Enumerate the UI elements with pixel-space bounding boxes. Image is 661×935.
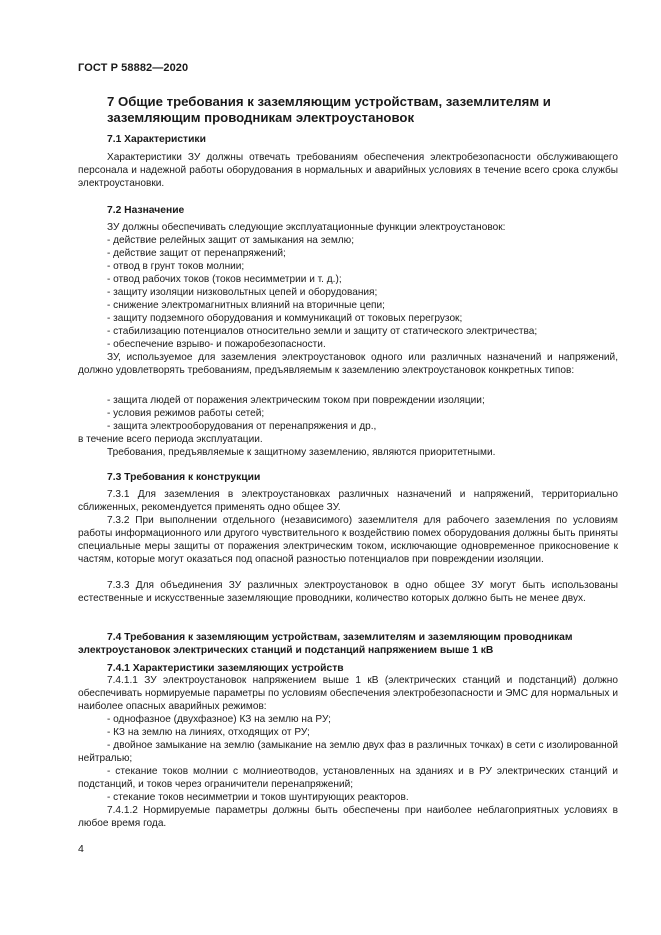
list-item: - снижение электромагнитных влияний на вторичные цепи; [107, 300, 385, 311]
page-number: 4 [78, 843, 84, 855]
section-7-3-2: 7.3.2 При выполнении отдельного (независимого) заземлителя для рабочего заземления по условиям работы информационного или другого чувствительного к воздействию помех оборудования должны быть приняты специальные меры защиты от поражения электрическим током, исключающие одновременное прикосновение к частям, которые могут оказаться под опасной разностью потенциалов при повреждении изоляции. [78, 515, 618, 565]
list-item: - КЗ на землю на линиях, отходящих от РУ; [107, 727, 310, 738]
section-7-3-title: 7.3 Требования к конструкции [107, 472, 261, 483]
list-item: - условия режимов работы сетей; [107, 408, 265, 419]
list-item: - двойное замыкание на землю (замыкание на землю двух фаз в различных точках) в сети с изолированной нейтралью; [78, 740, 618, 764]
section-7-2-title: 7.2 Назначение [107, 205, 185, 216]
list-item: - стабилизацию потенциалов относительно земли и защиту от статического электричества; [107, 326, 538, 337]
list-item: - защиту подземного оборудования и коммуникаций от токовых перегрузок; [107, 313, 463, 324]
list-item: - стекание токов молнии с молниеотводов, установленных на зданиях и в РУ электрических станций и подстанций, и токов через ограничители перенапряжений; [78, 766, 618, 790]
section-7-4-1-2: 7.4.1.2 Нормируемые параметры должны быть обеспечены при наиболее неблагоприятных условиях в любое время года. [78, 805, 618, 829]
section-7-1-title: 7.1 Характеристики [107, 134, 206, 145]
section-7-1-text: Характеристики ЗУ должны отвечать требованиям обеспечения электробезопасности обслуживающего персонала и надежной работы оборудования в нормальных и аварийных условиях в течение всего срока службы электроустановки. [78, 152, 618, 189]
list-item: - отвод в грунт токов молнии; [107, 261, 245, 272]
section-7-3-3: 7.3.3 Для объединения ЗУ различных электроустановок в одно общее ЗУ могут быть использованы естественные и искусственные заземляющие проводники, количество которых должно быть не менее двух. [78, 580, 618, 604]
list-item: - стекание токов несимметрии и токов шунтирующих реакторов. [107, 792, 409, 803]
section-7-4-title: 7.4 Требования к заземляющим устройствам, заземлителям и заземляющим проводникам электроустановок электрических станций и подстанций напряжением выше 1 кВ [78, 632, 573, 656]
section-7-2-intro: ЗУ должны обеспечивать следующие эксплуатационные функции электроустановок: [107, 222, 506, 233]
section-7-4-1-title: 7.4.1 Характеристики заземляющих устройств [107, 663, 344, 674]
list-item: - защита электрооборудования от перенапряжения и др., [107, 421, 377, 432]
list-item: - отвод рабочих токов (токов несимметрии и т. д.); [107, 274, 342, 285]
list-item: - обеспечение взрыво- и пожаробезопасности. [107, 339, 326, 350]
section-7-2-para2: ЗУ, используемое для заземления электроустановок одного или различных назначений и напряжений, должно удовлетворять требованиям, предъявляемым к заземлению электроустановок конкретных типов: [78, 352, 618, 376]
section-7-2-para3: Требования, предъявляемые к защитному заземлению, являются приоритетными. [107, 447, 496, 458]
document-header: ГОСТ Р 58882—2020 [78, 62, 189, 74]
section-7-4-1-1: 7.4.1.1 ЗУ электроустановок напряжением выше 1 кВ (электрических станций и подстанций) должно обеспечивать нормируемые параметры по условиям обеспечения электробезопасности и ЭМС для нормальных и наиболее опасных аварийных режимов: [78, 675, 618, 712]
list-item: - защита людей от поражения электрическим током при повреждении изоляции; [107, 395, 485, 406]
list-item: - однофазное (двухфазное) КЗ на землю на РУ; [107, 714, 331, 725]
list-item: - защиту изоляции низковольтных цепей и оборудования; [107, 287, 378, 298]
section-7-3-1: 7.3.1 Для заземления в электроустановках различных назначений и напряжений, территориально сближенных, рекомендуется применять одно общее ЗУ. [78, 489, 618, 513]
section-7-title: 7 Общие требования к заземляющим устройствам, заземлителям и заземляющим проводникам электроустановок [107, 94, 551, 125]
list-item: - действие релейных защит от замыкания на землю; [107, 235, 355, 246]
section-7-2-tail: в течение всего периода эксплуатации. [78, 434, 263, 445]
list-item: - действие защит от перенапряжений; [107, 248, 286, 259]
